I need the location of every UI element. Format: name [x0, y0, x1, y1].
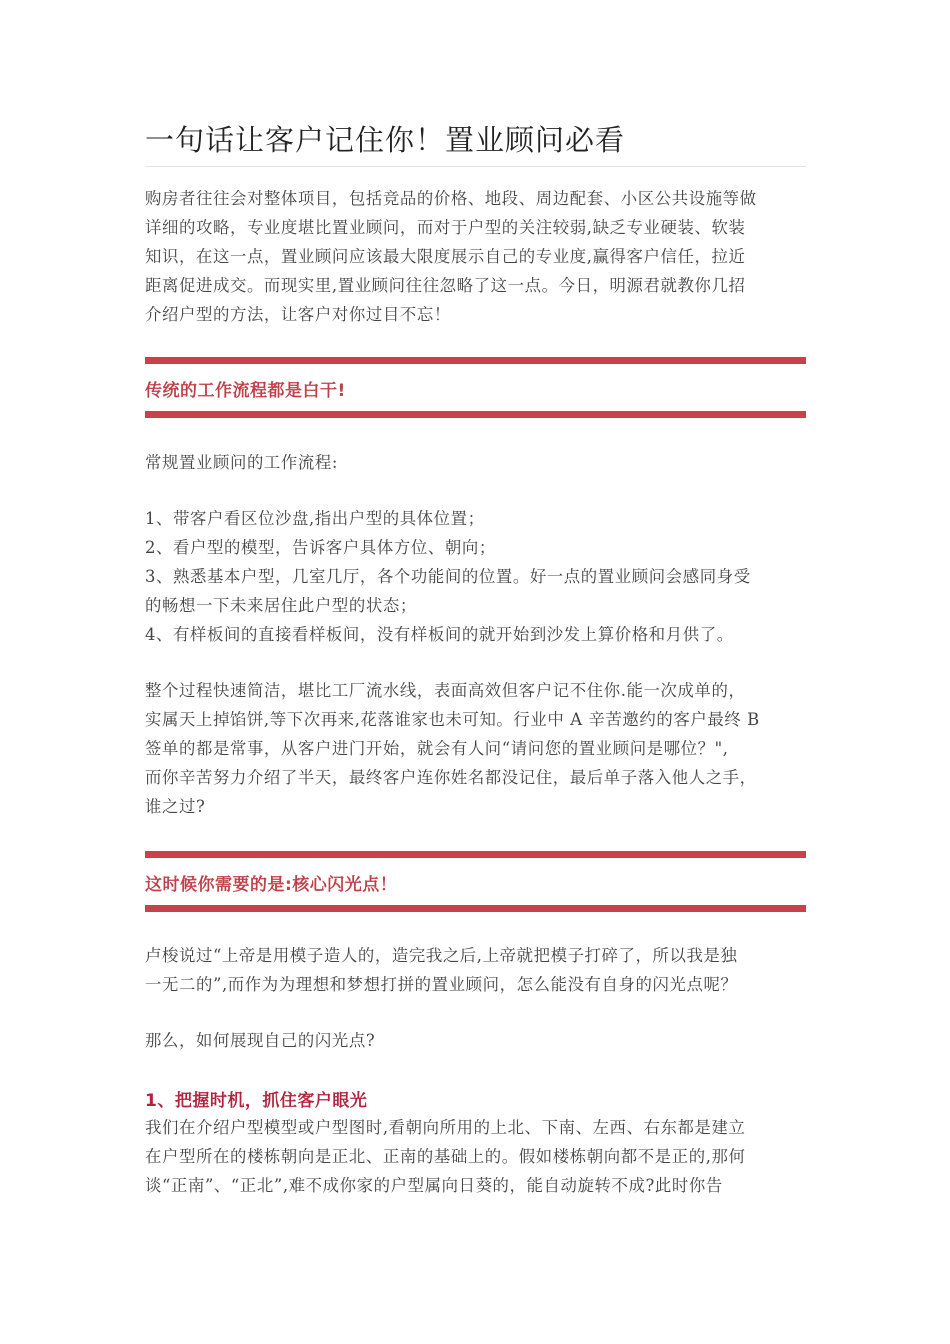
rousseau-quote: [145, 941, 806, 999]
summary-line: 实属天上掉馅饼,等下次再来,花落谁家也未可知。行业中 A 辛苦邀约的客户最终 B: [145, 710, 760, 729]
workflow-step-line: 3、熟悉基本户型，几室几厅，各个功能间的位置。好一点的置业顾问会感同身受: [145, 567, 751, 586]
summary-line: 谁之过?: [145, 797, 206, 816]
question-paragraph: [145, 1026, 806, 1055]
section2-top-bar: [145, 851, 806, 858]
article-title: 一句话让客户记住你！置业顾问必看: [145, 123, 626, 157]
intro-line: 距离促进成交。而现实里,置业顾问往往忽略了这一点。今日，明源君就教你几招: [145, 276, 746, 295]
intro-line: 购房者往往会对整体项目，包括竞品的价格、地段、周边配套、小区公共设施等做: [145, 189, 757, 208]
section1-top-bar: [145, 357, 806, 364]
point1-heading: 1、把握时机，抓住客户眼光: [145, 1091, 368, 1111]
summary-line: 签单的都是常事，从客户进门开始，就会有人问“请问您的置业顾问是哪位？",: [145, 739, 729, 758]
workflow-step-line: 2、看户型的模型，告诉客户具体方位、朝向；: [145, 538, 496, 557]
point1-line: 谈“正南”、“正北”,难不成你家的户型属向日葵的，能自动旋转不成?此时你告: [145, 1176, 723, 1195]
workflow-lead-text: 常规置业顾问的工作流程:: [145, 453, 339, 472]
point1-paragraph: [145, 1113, 806, 1200]
intro-line: 知识，在这一点，置业顾问应该最大限度展示自己的专业度,赢得客户信任，拉近: [145, 247, 746, 266]
workflow-step-line: 1、带客户看区位沙盘,指出户型的具体位置；: [145, 509, 485, 528]
section1-heading: 传统的工作流程都是白干!: [145, 381, 346, 401]
point1-line: 我们在介绍户型模型或户型图时,看朝向所用的上北、下南、左西、右东都是建立: [145, 1118, 746, 1137]
workflow-step-line: 的畅想一下未来居住此户型的状态；: [145, 596, 417, 615]
section2-bottom-bar: [145, 905, 806, 912]
quote-line: 卢梭说过“上帝是用模子造人的，造完我之后,上帝就把模子打碎了，所以我是独: [145, 946, 738, 965]
title-divider: [145, 166, 806, 167]
section2-heading: 这时候你需要的是:核心闪光点！: [145, 875, 398, 895]
workflow-steps: [145, 504, 806, 649]
quote-line: 一无二的”,而作为为理想和梦想打拼的置业顾问，怎么能没有自身的闪光点呢？: [145, 975, 738, 994]
intro-line: 详细的攻略，专业度堪比置业顾问，而对于户型的关注较弱,缺乏专业硬装、软装: [145, 218, 746, 237]
workflow-lead: [145, 448, 806, 477]
intro-line: 介绍户型的方法，让客户对你过目不忘！: [145, 305, 451, 324]
section1-bottom-bar: [145, 411, 806, 418]
workflow-summary: [145, 676, 806, 821]
point1-line: 在户型所在的楼栋朝向是正北、正南的基础上的。假如楼栋朝向都不是正的,那何: [145, 1147, 746, 1166]
summary-line: 而你辛苦努力介绍了半天，最终客户连你姓名都没记住，最后单子落入他人之手，: [145, 768, 757, 787]
question-text: 那么，如何展现自己的闪光点?: [145, 1031, 376, 1050]
summary-line: 整个过程快速简洁，堪比工厂流水线，表面高效但客户记不住你.能一次成单的，: [145, 681, 746, 700]
intro-paragraph: [145, 184, 806, 329]
workflow-step-line: 4、有样板间的直接看样板间，没有样板间的就开始到沙发上算价格和月供了。: [145, 625, 734, 644]
